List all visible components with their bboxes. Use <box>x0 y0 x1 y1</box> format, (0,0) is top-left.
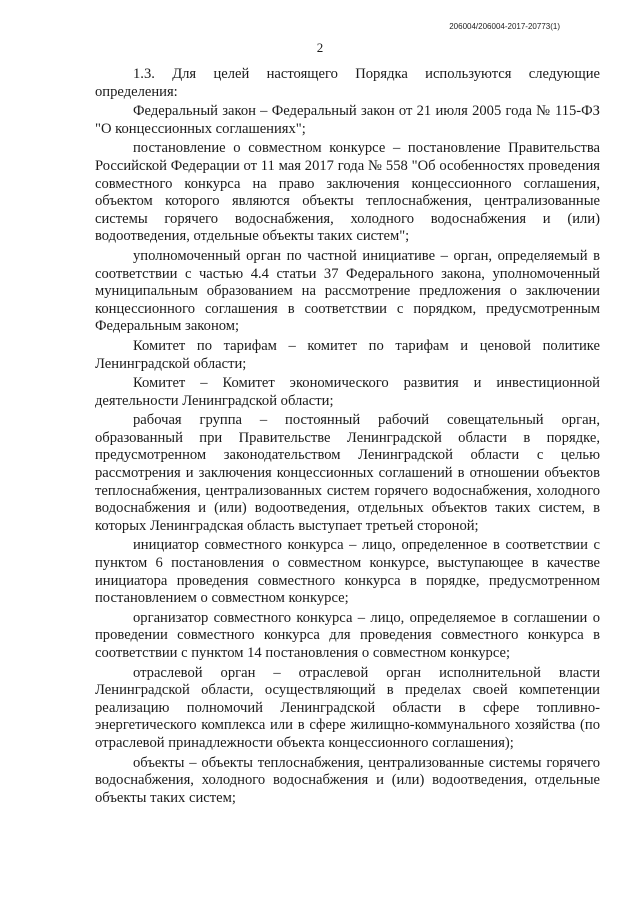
document-id: 206004/206004-2017-20773(1) <box>449 22 560 31</box>
paragraph-definitions-intro: 1.3. Для целей настоящего Порядка используются следующие определения: <box>95 66 600 100</box>
paragraph-sector-body: отраслевой орган – отраслевой орган исполнительной власти Ленинградской области, осуществляющий в пределах своей компетенции реализацию полномочий Ленинградской области в сфере топливно-энергетического комплекса или в сфере жилищно-коммунального хозяйства (по отраслевой принадлежности объекта концессионного соглашения); <box>95 664 600 751</box>
paragraph-federal-law: Федеральный закон – Федеральный закон от 21 июля 2005 года № 115-ФЗ "О концессионных соглашениях"; <box>95 103 600 137</box>
paragraph-objects: объекты – объекты теплоснабжения, централизованные системы горячего водоснабжения, холодного водоснабжения и (или) водоотведения, отдельные объекты таких систем; <box>95 754 600 806</box>
paragraph-joint-tender-resolution: постановление о совместном конкурсе – постановление Правительства Российской Федерации от 11 мая 2017 года № 558 "Об особенностях проведения совместного конкурса на право заключения концессионного соглашения, объектом которого являются объекты теплоснабжения, централизованные системы горячего водоснабжения, холодного водоснабжения и (или) водоотведения, отдельные объекты таких систем"; <box>95 140 600 245</box>
paragraph-tariff-committee: Комитет по тарифам – комитет по тарифам и ценовой политике Ленинградской области; <box>95 337 600 372</box>
body-text <box>95 66 600 809</box>
page-number: 2 <box>316 40 324 55</box>
paragraph-committee: Комитет – Комитет экономического развития и инвестиционной деятельности Ленинградской области; <box>95 375 600 409</box>
paragraph-tender-initiator: инициатор совместного конкурса – лицо, определенное в соответствии с пунктом 6 постановления о совместном конкурсе, выступающее в качестве инициатора проведения совместного конкурса в порядке, предусмотренном постановлением о совместном конкурсе; <box>95 537 600 607</box>
paragraph-tender-organizer: организатор совместного конкурса – лицо, определяемое в соглашении о проведении совместного конкурса для проведения совместного конкурса в соответствии с пунктом 14 постановления о совместном конкурсе; <box>95 609 600 661</box>
paragraph-working-group: рабочая группа – постоянный рабочий совещательный орган, образованный при Правительстве Ленинградской области в порядке, предусмотренном законодательством Ленинградской области с целью рассмотрения и заключения концессионных соглашений в отношении объектов теплоснабжения, централизованных систем горячего водоснабжения, холодного водоснабжения и (или) водоотведения, отдельных объектов таких систем, в которых Ленинградская область выступает третьей стороной; <box>95 412 600 534</box>
paragraph-authorized-body: уполномоченный орган по частной инициативе – орган, определяемый в соответствии с частью 4.4 статьи 37 Федерального закона, уполномоченный муниципальным образованием на рассмотрение предложения о заключении концессионного соглашения в соответствии с порядком, предусмотренным Федеральным законом; <box>95 247 600 335</box>
